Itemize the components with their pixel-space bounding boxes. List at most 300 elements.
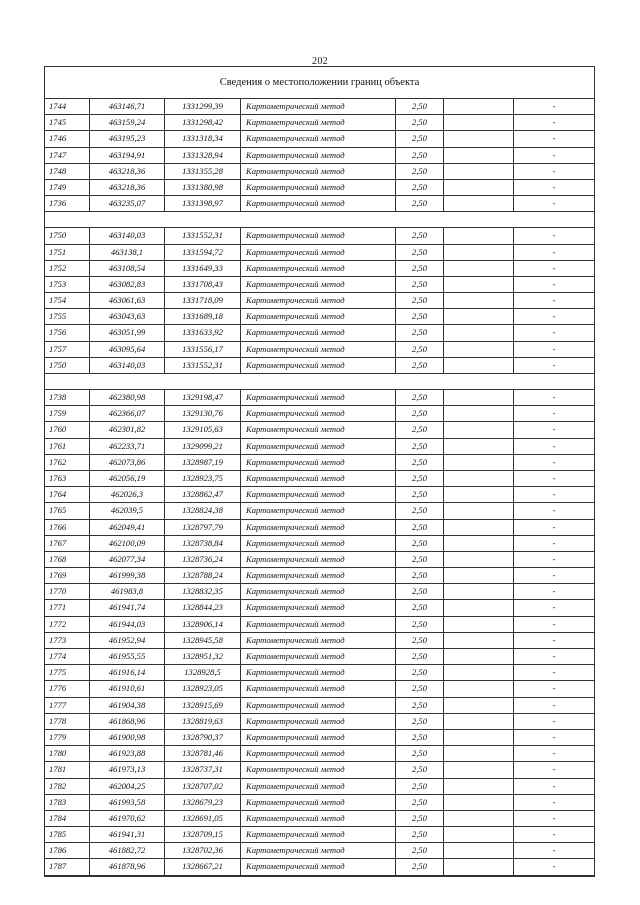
point-number-cell: 1754 [45, 293, 90, 308]
method-cell: Картометрический метод [241, 358, 396, 373]
coord-y-cell: 1329130,76 [165, 406, 241, 421]
empty-cell [444, 617, 514, 632]
note-cell: - [552, 311, 556, 322]
note-cell: - [552, 246, 556, 257]
empty-cell [444, 277, 514, 292]
note-cell: - [552, 618, 556, 629]
coord-x-cell: 463218,36 [90, 164, 165, 179]
coord-y-cell: 1329099,21 [165, 439, 241, 454]
point-number-cell: 1755 [45, 309, 90, 324]
coord-x-cell: 461916,14 [90, 665, 165, 680]
table-row [45, 422, 594, 438]
coord-x-cell: 461970,62 [90, 811, 165, 826]
coord-y-cell: 1331328,94 [165, 148, 241, 163]
point-number-cell: 1772 [45, 617, 90, 632]
table-row [45, 617, 594, 633]
method-cell: Картометрический метод [241, 520, 396, 535]
note-cell: - [552, 165, 556, 176]
coord-x-cell: 463061,63 [90, 293, 165, 308]
table-row [45, 99, 594, 115]
boundary-table [44, 66, 595, 877]
table-row [45, 552, 594, 568]
coord-x-cell: 461900,98 [90, 730, 165, 745]
accuracy-cell: 2,50 [396, 439, 444, 454]
coord-y-cell: 1328923,75 [165, 471, 241, 486]
table-row [45, 180, 594, 196]
table-body [45, 99, 594, 876]
table-row [45, 261, 594, 277]
point-number-cell: 1775 [45, 665, 90, 680]
method-cell: Картометрический метод [241, 455, 396, 470]
accuracy-cell: 2,50 [396, 406, 444, 421]
note-cell: - [552, 472, 556, 483]
coord-x-cell: 461868,96 [90, 714, 165, 729]
coord-x-cell: 463195,23 [90, 131, 165, 146]
coord-x-cell: 463051,99 [90, 325, 165, 340]
table-row [45, 859, 594, 875]
empty-cell [444, 196, 514, 211]
note-cell: - [552, 764, 556, 775]
point-number-cell: 1773 [45, 633, 90, 648]
note-cell: - [552, 570, 556, 581]
empty-cell [444, 584, 514, 599]
note-cell: - [552, 456, 556, 467]
table-row [45, 455, 594, 471]
accuracy-cell: 2,50 [396, 779, 444, 794]
coord-y-cell: 1331355,28 [165, 164, 241, 179]
accuracy-cell: 2,50 [396, 698, 444, 713]
note-cell: - [552, 651, 556, 661]
accuracy-cell: 2,50 [396, 228, 444, 243]
coord-x-cell: 463140,03 [90, 358, 165, 373]
note-cell: - [552, 586, 556, 597]
method-cell: Картометрический метод [241, 439, 396, 454]
coord-y-cell: 1328781,46 [165, 746, 241, 761]
table-row [45, 471, 594, 487]
table-row [45, 503, 594, 519]
coord-x-cell: 463108,54 [90, 261, 165, 276]
point-number-cell: 1736 [45, 196, 90, 211]
note-cell: - [552, 262, 556, 273]
coord-y-cell: 1331708,43 [165, 277, 241, 292]
accuracy-cell: 2,50 [396, 552, 444, 567]
coord-y-cell: 1328738,84 [165, 536, 241, 551]
empty-cell [444, 552, 514, 567]
table-row [45, 196, 594, 212]
note-cell: - [552, 667, 556, 678]
point-number-cell: 1766 [45, 520, 90, 535]
point-number-cell: 1749 [45, 180, 90, 195]
method-cell: Картометрический метод [241, 261, 396, 276]
accuracy-cell: 2,50 [396, 843, 444, 858]
coord-x-cell: 463235,07 [90, 196, 165, 211]
note-cell: - [552, 230, 556, 241]
method-cell: Картометрический метод [241, 681, 396, 696]
note-cell: - [552, 198, 556, 209]
table-row [45, 827, 594, 843]
table-row [45, 746, 594, 762]
method-cell: Картометрический метод [241, 714, 396, 729]
table-row [45, 309, 594, 325]
coord-y-cell: 1328709,15 [165, 827, 241, 842]
table-row [45, 148, 594, 164]
method-cell: Картометрический метод [241, 390, 396, 405]
accuracy-cell: 2,50 [396, 358, 444, 373]
method-cell: Картометрический метод [241, 617, 396, 632]
coord-y-cell: 1328702,36 [165, 843, 241, 858]
point-number-cell: 1757 [45, 342, 90, 357]
accuracy-cell: 2,50 [396, 617, 444, 632]
coord-y-cell: 1328945,58 [165, 633, 241, 648]
note-cell: - [552, 521, 556, 532]
accuracy-cell: 2,50 [396, 600, 444, 615]
accuracy-cell: 2,50 [396, 390, 444, 405]
coord-y-cell: 1328862,47 [165, 487, 241, 502]
point-number-cell: 1764 [45, 487, 90, 502]
method-cell: Картометрический метод [241, 325, 396, 340]
empty-cell [444, 99, 514, 114]
coord-x-cell: 462366,07 [90, 406, 165, 421]
point-number-cell: 1756 [45, 325, 90, 340]
method-cell: Картометрический метод [241, 196, 396, 211]
method-cell: Картометрический метод [241, 762, 396, 777]
coord-y-cell: 1328906,14 [165, 617, 241, 632]
method-cell: Картометрический метод [241, 843, 396, 858]
empty-cell [444, 843, 514, 858]
point-number-cell: 1774 [45, 649, 90, 664]
note-cell: - [552, 327, 556, 338]
note-cell: - [552, 295, 556, 306]
empty-cell [444, 164, 514, 179]
point-number-cell: 1738 [45, 390, 90, 405]
table-row [45, 779, 594, 795]
empty-cell [444, 568, 514, 583]
coord-y-cell: 1331633,92 [165, 325, 241, 340]
point-number-cell: 1767 [45, 536, 90, 551]
table-row [45, 600, 594, 616]
coord-y-cell: 1328928,5 [165, 665, 241, 680]
note-cell: - [552, 861, 556, 872]
method-cell: Картометрический метод [241, 600, 396, 615]
table-row [45, 293, 594, 309]
empty-cell [444, 180, 514, 195]
note-cell: - [552, 181, 556, 192]
empty-cell [444, 325, 514, 340]
coord-y-cell: 1329198,47 [165, 390, 241, 405]
empty-cell [444, 730, 514, 745]
coord-y-cell: 1328915,69 [165, 698, 241, 713]
point-number-cell: 1750 [45, 358, 90, 373]
page-number: 202 [312, 56, 328, 67]
accuracy-cell: 2,50 [396, 568, 444, 583]
empty-cell [444, 422, 514, 437]
table-row [45, 245, 594, 261]
accuracy-cell: 2,50 [396, 681, 444, 696]
coord-y-cell: 1328832,35 [165, 584, 241, 599]
note-cell: - [552, 149, 556, 160]
accuracy-cell: 2,50 [396, 261, 444, 276]
point-block [45, 228, 594, 374]
coord-x-cell: 463138,1 [90, 245, 165, 260]
accuracy-cell: 2,50 [396, 827, 444, 842]
method-cell: Картометрический метод [241, 633, 396, 648]
empty-cell [444, 633, 514, 648]
table-row [45, 795, 594, 811]
note-cell: - [552, 343, 556, 354]
accuracy-cell: 2,50 [396, 665, 444, 680]
coord-y-cell: 1328790,37 [165, 730, 241, 745]
point-number-cell: 1765 [45, 503, 90, 518]
note-cell: - [552, 602, 556, 613]
method-cell: Картометрический метод [241, 309, 396, 324]
point-number-cell: 1770 [45, 584, 90, 599]
coord-y-cell: 1328819,63 [165, 714, 241, 729]
method-cell: Картометрический метод [241, 115, 396, 130]
method-cell: Картометрический метод [241, 795, 396, 810]
accuracy-cell: 2,50 [396, 455, 444, 470]
coord-x-cell: 463043,63 [90, 309, 165, 324]
coord-y-cell: 1328951,32 [165, 649, 241, 664]
coord-x-cell: 461944,03 [90, 617, 165, 632]
point-number-cell: 1771 [45, 600, 90, 615]
accuracy-cell: 2,50 [396, 520, 444, 535]
table-row [45, 439, 594, 455]
coord-y-cell: 1331649,33 [165, 261, 241, 276]
method-cell: Картометрический метод [241, 180, 396, 195]
note-cell: - [552, 408, 556, 419]
point-number-cell: 1780 [45, 746, 90, 761]
point-number-cell: 1777 [45, 698, 90, 713]
method-cell: Картометрический метод [241, 779, 396, 794]
coord-x-cell: 462100,09 [90, 536, 165, 551]
accuracy-cell: 2,50 [396, 99, 444, 114]
coord-y-cell: 1328679,23 [165, 795, 241, 810]
point-number-cell: 1751 [45, 245, 90, 260]
note-cell: - [552, 553, 556, 564]
accuracy-cell: 2,50 [396, 325, 444, 340]
method-cell: Картометрический метод [241, 228, 396, 243]
method-cell: Картометрический метод [241, 471, 396, 486]
method-cell: Картометрический метод [241, 584, 396, 599]
method-cell: Картометрический метод [241, 698, 396, 713]
point-number-cell: 1752 [45, 261, 90, 276]
method-cell: Картометрический метод [241, 342, 396, 357]
point-number-cell: 1748 [45, 164, 90, 179]
block-separator [45, 374, 594, 390]
point-number-cell: 1787 [45, 859, 90, 874]
point-number-cell: 1785 [45, 827, 90, 842]
empty-cell [444, 681, 514, 696]
point-number-cell: 1768 [45, 552, 90, 567]
accuracy-cell: 2,50 [396, 471, 444, 486]
coord-y-cell: 1328667,21 [165, 859, 241, 874]
empty-cell [444, 293, 514, 308]
note-cell: - [552, 424, 556, 435]
coord-y-cell: 1331718,09 [165, 293, 241, 308]
point-block [45, 390, 594, 876]
empty-cell [444, 811, 514, 826]
coord-x-cell: 461973,13 [90, 762, 165, 777]
accuracy-cell: 2,50 [396, 811, 444, 826]
point-number-cell: 1779 [45, 730, 90, 745]
coord-x-cell: 463146,71 [90, 99, 165, 114]
coord-y-cell: 1329105,63 [165, 422, 241, 437]
empty-cell [444, 746, 514, 761]
empty-cell [444, 309, 514, 324]
point-number-cell: 1747 [45, 148, 90, 163]
accuracy-cell: 2,50 [396, 196, 444, 211]
point-number-cell: 1759 [45, 406, 90, 421]
accuracy-cell: 2,50 [396, 277, 444, 292]
table-row [45, 358, 594, 374]
empty-cell [444, 148, 514, 163]
accuracy-cell: 2,50 [396, 309, 444, 324]
table-row [45, 568, 594, 584]
accuracy-cell: 2,50 [396, 293, 444, 308]
method-cell: Картометрический метод [241, 665, 396, 680]
empty-cell [444, 342, 514, 357]
coord-x-cell: 461941,74 [90, 600, 165, 615]
coord-x-cell: 462004,25 [90, 779, 165, 794]
note-cell: - [552, 133, 556, 144]
note-cell: - [552, 278, 556, 289]
table-row [45, 762, 594, 778]
empty-cell [444, 762, 514, 777]
table-row [45, 714, 594, 730]
empty-cell [444, 245, 514, 260]
note-cell: - [552, 812, 556, 823]
empty-cell [444, 520, 514, 535]
accuracy-cell: 2,50 [396, 342, 444, 357]
method-cell: Картометрический метод [241, 859, 396, 874]
table-row [45, 342, 594, 358]
empty-cell [444, 131, 514, 146]
coord-y-cell: 1328824,38 [165, 503, 241, 518]
method-cell: Картометрический метод [241, 99, 396, 114]
empty-cell [444, 665, 514, 680]
coord-y-cell: 1328844,23 [165, 600, 241, 615]
point-number-cell: 1782 [45, 779, 90, 794]
method-cell: Картометрический метод [241, 649, 396, 664]
coord-y-cell: 1328691,05 [165, 811, 241, 826]
coord-x-cell: 461910,61 [90, 681, 165, 696]
coord-x-cell: 462077,34 [90, 552, 165, 567]
coord-x-cell: 462301,82 [90, 422, 165, 437]
point-number-cell: 1778 [45, 714, 90, 729]
empty-cell [444, 455, 514, 470]
empty-cell [444, 649, 514, 664]
method-cell: Картометрический метод [241, 811, 396, 826]
table-row [45, 843, 594, 859]
empty-cell [444, 859, 514, 874]
coord-x-cell: 461993,58 [90, 795, 165, 810]
empty-cell [444, 228, 514, 243]
empty-cell [444, 390, 514, 405]
coord-y-cell: 1328987,19 [165, 455, 241, 470]
method-cell: Картометрический метод [241, 131, 396, 146]
coord-y-cell: 1331380,98 [165, 180, 241, 195]
coord-x-cell: 463194,91 [90, 148, 165, 163]
coord-y-cell: 1328737,31 [165, 762, 241, 777]
coord-x-cell: 463140,03 [90, 228, 165, 243]
accuracy-cell: 2,50 [396, 503, 444, 518]
table-row [45, 730, 594, 746]
empty-cell [444, 503, 514, 518]
coord-x-cell: 461878,96 [90, 859, 165, 874]
coord-x-cell: 461983,8 [90, 584, 165, 599]
table-row [45, 649, 594, 665]
coord-y-cell: 1328797,79 [165, 520, 241, 535]
coord-x-cell: 462039,5 [90, 503, 165, 518]
table-row [45, 406, 594, 422]
point-number-cell: 1781 [45, 762, 90, 777]
note-cell: - [552, 845, 556, 856]
accuracy-cell: 2,50 [396, 164, 444, 179]
method-cell: Картометрический метод [241, 148, 396, 163]
coord-y-cell: 1331552,31 [165, 228, 241, 243]
accuracy-cell: 2,50 [396, 633, 444, 648]
point-number-cell: 1762 [45, 455, 90, 470]
coord-x-cell: 463095,64 [90, 342, 165, 357]
table-row [45, 665, 594, 681]
coord-x-cell: 461999,38 [90, 568, 165, 583]
method-cell: Картометрический метод [241, 422, 396, 437]
table-title: Сведения о местоположении границ объекта [45, 67, 594, 99]
method-cell: Картометрический метод [241, 245, 396, 260]
empty-cell [444, 261, 514, 276]
note-cell: - [552, 715, 556, 726]
note-cell: - [552, 505, 556, 516]
accuracy-cell: 2,50 [396, 245, 444, 260]
note-cell: - [552, 392, 556, 402]
empty-cell [444, 827, 514, 842]
note-cell: - [552, 489, 556, 500]
coord-y-cell: 1331298,42 [165, 115, 241, 130]
block-separator [45, 212, 594, 228]
coord-y-cell: 1331318,34 [165, 131, 241, 146]
coord-x-cell: 461904,38 [90, 698, 165, 713]
coord-y-cell: 1331594,72 [165, 245, 241, 260]
coord-x-cell: 461955,55 [90, 649, 165, 664]
point-number-cell: 1783 [45, 795, 90, 810]
point-number-cell: 1776 [45, 681, 90, 696]
accuracy-cell: 2,50 [396, 795, 444, 810]
accuracy-cell: 2,50 [396, 714, 444, 729]
point-number-cell: 1786 [45, 843, 90, 858]
coord-y-cell: 1328707,02 [165, 779, 241, 794]
coord-x-cell: 463218,36 [90, 180, 165, 195]
coord-y-cell: 1328736,24 [165, 552, 241, 567]
empty-cell [444, 779, 514, 794]
table-row [45, 520, 594, 536]
method-cell: Картометрический метод [241, 277, 396, 292]
table-row [45, 131, 594, 147]
point-block [45, 99, 594, 212]
coord-x-cell: 462380,98 [90, 390, 165, 405]
empty-cell [444, 714, 514, 729]
point-number-cell: 1769 [45, 568, 90, 583]
note-cell: - [552, 780, 556, 791]
point-number-cell: 1750 [45, 228, 90, 243]
coord-x-cell: 461882,72 [90, 843, 165, 858]
coord-x-cell: 463159,24 [90, 115, 165, 130]
accuracy-cell: 2,50 [396, 746, 444, 761]
accuracy-cell: 2,50 [396, 730, 444, 745]
table-row [45, 698, 594, 714]
empty-cell [444, 698, 514, 713]
note-cell: - [552, 634, 556, 645]
method-cell: Картометрический метод [241, 827, 396, 842]
